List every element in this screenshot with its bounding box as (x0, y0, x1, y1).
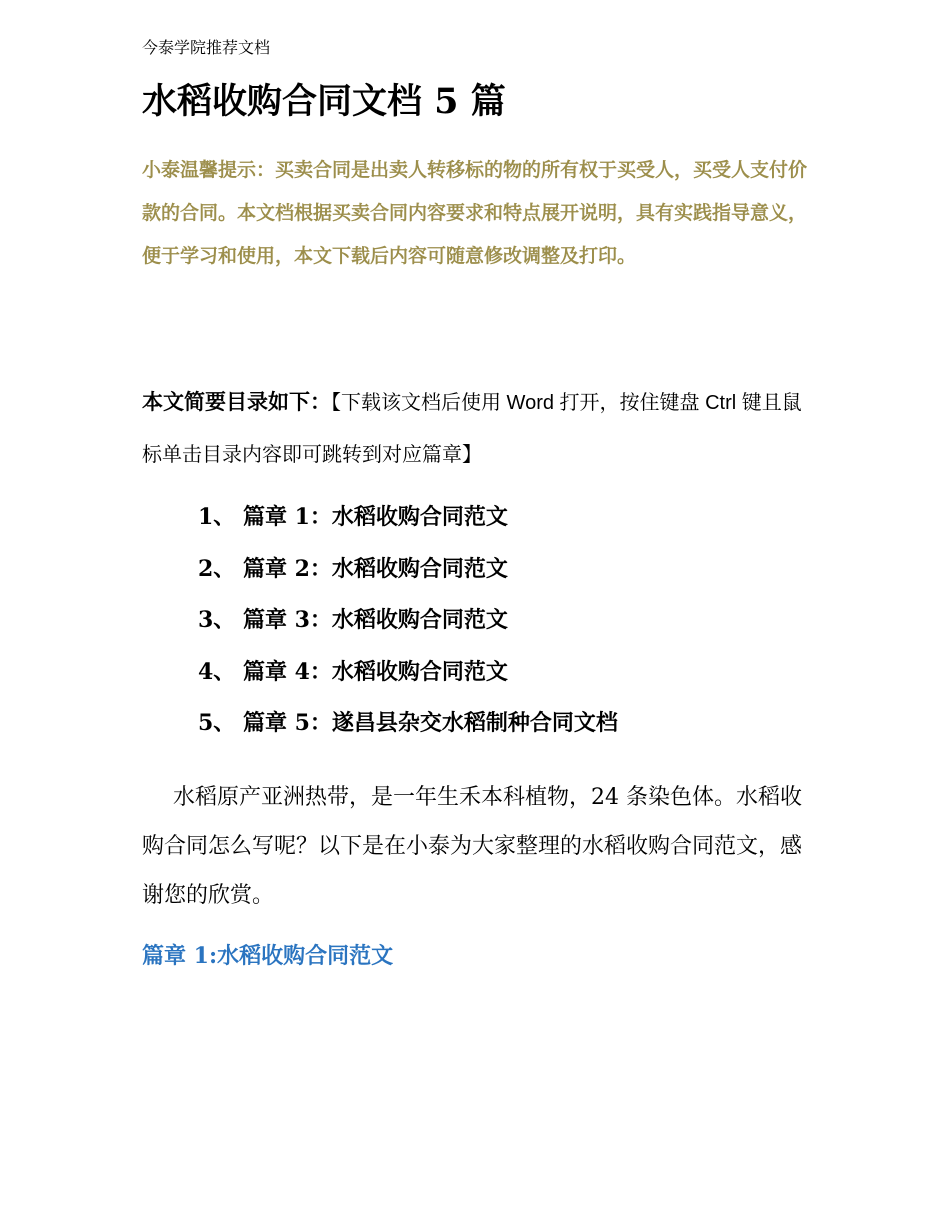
table-of-contents (198, 492, 618, 750)
toc-item-2[interactable]: 2、 篇章 2：水稻收购合同范文 (198, 555, 508, 582)
toc-item-4[interactable]: 4、 篇章 4：水稻收购合同范文 (198, 658, 508, 685)
toc-lead: 本文简要目录如下： (142, 391, 331, 414)
chapter-1-heading: 篇章 1:水稻收购合同范文 (142, 943, 394, 969)
toc-note: 【下载该文档后使用 Word 打开，按住键盘 Ctrl 键且鼠标单击目录内容即可跳转到对应篇章】 (142, 392, 802, 466)
toc-item-3[interactable]: 3、 篇章 3：水稻收购合同范文 (198, 607, 508, 633)
toc-item-5[interactable]: 5、 篇章 5：遂昌县杂交水稻制种合同文档 (198, 710, 618, 736)
toc-intro (142, 377, 818, 481)
toc-item-1[interactable]: 1、 篇章 1：水稻收购合同范文 (198, 504, 508, 530)
header-label: 今泰学院推荐文档 (142, 40, 271, 57)
document-title: 水稻收购合同文档 5 篇 (142, 81, 506, 122)
tip-paragraph: 小泰温馨提示：买卖合同是出卖人转移标的物的所有权于买受人，买受人支付价款的合同。本文档根据买卖合同内容要求和特点展开说明，具有实践指导意义，便于学习和使用，本文下载后内容可随意修改调整及打印。 (142, 160, 808, 267)
intro-paragraph: 水稻原产亚洲热带，是一年生禾本科植物，24 条染色体。水稻收购合同怎么写呢？以下是在小泰为大家整理的水稻收购合同范文，感谢您的欣赏。 (142, 785, 803, 908)
